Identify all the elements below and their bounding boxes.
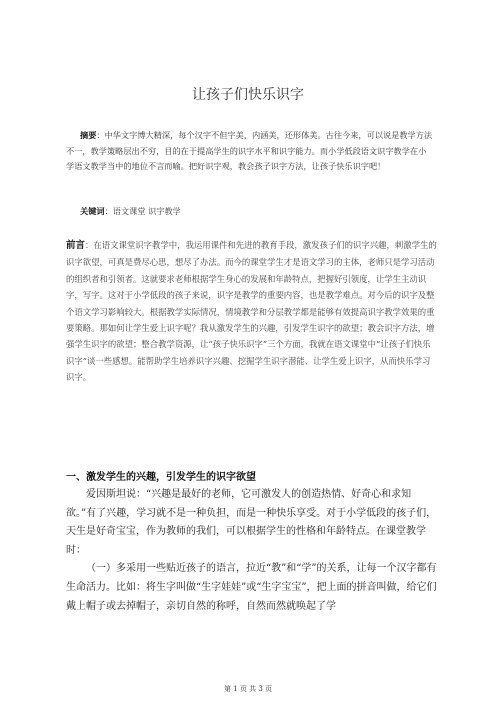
keywords-label: 关键词 [80,206,105,216]
section-heading: 一、激发学生的兴趣，引发学生的识字欲望 [66,472,256,483]
body-paragraph: （一）多采用一些贴近孩子的语言，拉近“教”和“学”的关系，让每一个汉字都有生命活力。比如：将生字叫做“生字娃娃”或“生字宝宝”，把上面的拼音叫做，给它们戴上帽子或去掉帽子，亲切自然的称呼，自然而然就唤起了学 [66,563,437,612]
preface-text: ：在语文课堂识字教学中，我运用课件和先进的教育手段，激发孩子们的识字兴趣，刺激学生的识字欲望，可真是费尽心思，想尽了办法。而今的课堂学生才是语文学习的主体，老师只是学习活动的组织者和引领者。这就要求老师根据学生身心的发展和年龄特点，把握好引领度，让学生主动识字，写字。这对于小学低段的孩子来说，识字是教学的重要内容，也是教学难点。对今后的识字及整个语文学习影响较大。根据教学实际情况，情境教学和分层教学都是能够有效提高识字教学效果的重要策略。那如何让学生爱上识字呢？我从激发学生的兴趣，引发学生识字的欲望；教会识字方法，增强学生识字的欲望；整合教学资源，让“孩子快乐识字”三个方面，我就在语文课堂中“让孩子们快乐识字”谈一些感想。能帮助学生培养识字兴趣、挖掘学生识字潜能、让学生爱上识字，从而快乐学习识字。 [66,240,437,383]
abstract-label: 摘要 [80,130,97,140]
abstract-text: ：中华文字博大精深，每个汉字不但字美，内涵美，还形体美。古往今来，可以说是教学方法不一，教学策略层出不穷，目的在于提高学生的识字水平和识字能力。而小学低段语文识字教学在小学语文教学当中的地位不言而喻。把好识字观，教会孩子识字方法，让孩子快乐识字吧！ [66,130,433,171]
section-body [66,486,438,616]
document-title: 让孩子们快乐识字 [192,87,304,103]
page-footer: 第 1 页 共 3 页 [223,685,273,693]
abstract [66,128,434,175]
keywords [80,206,434,217]
preface [66,237,438,386]
preface-label: 前言 [66,240,86,251]
body-paragraph: 爱因斯坦说：“兴趣是最好的老师，它可激发人的创造热情、好奇心和求知欲。”有了兴趣，学习就不是一种负担，而是一种快乐享受。对于小学低段的孩子们，天生是好奇宝宝，作为教师的我们，可以根据学生的性格和年龄特点。在课堂教学时： [66,489,437,556]
keywords-text: ：语文课堂 识字教学 [104,206,181,216]
